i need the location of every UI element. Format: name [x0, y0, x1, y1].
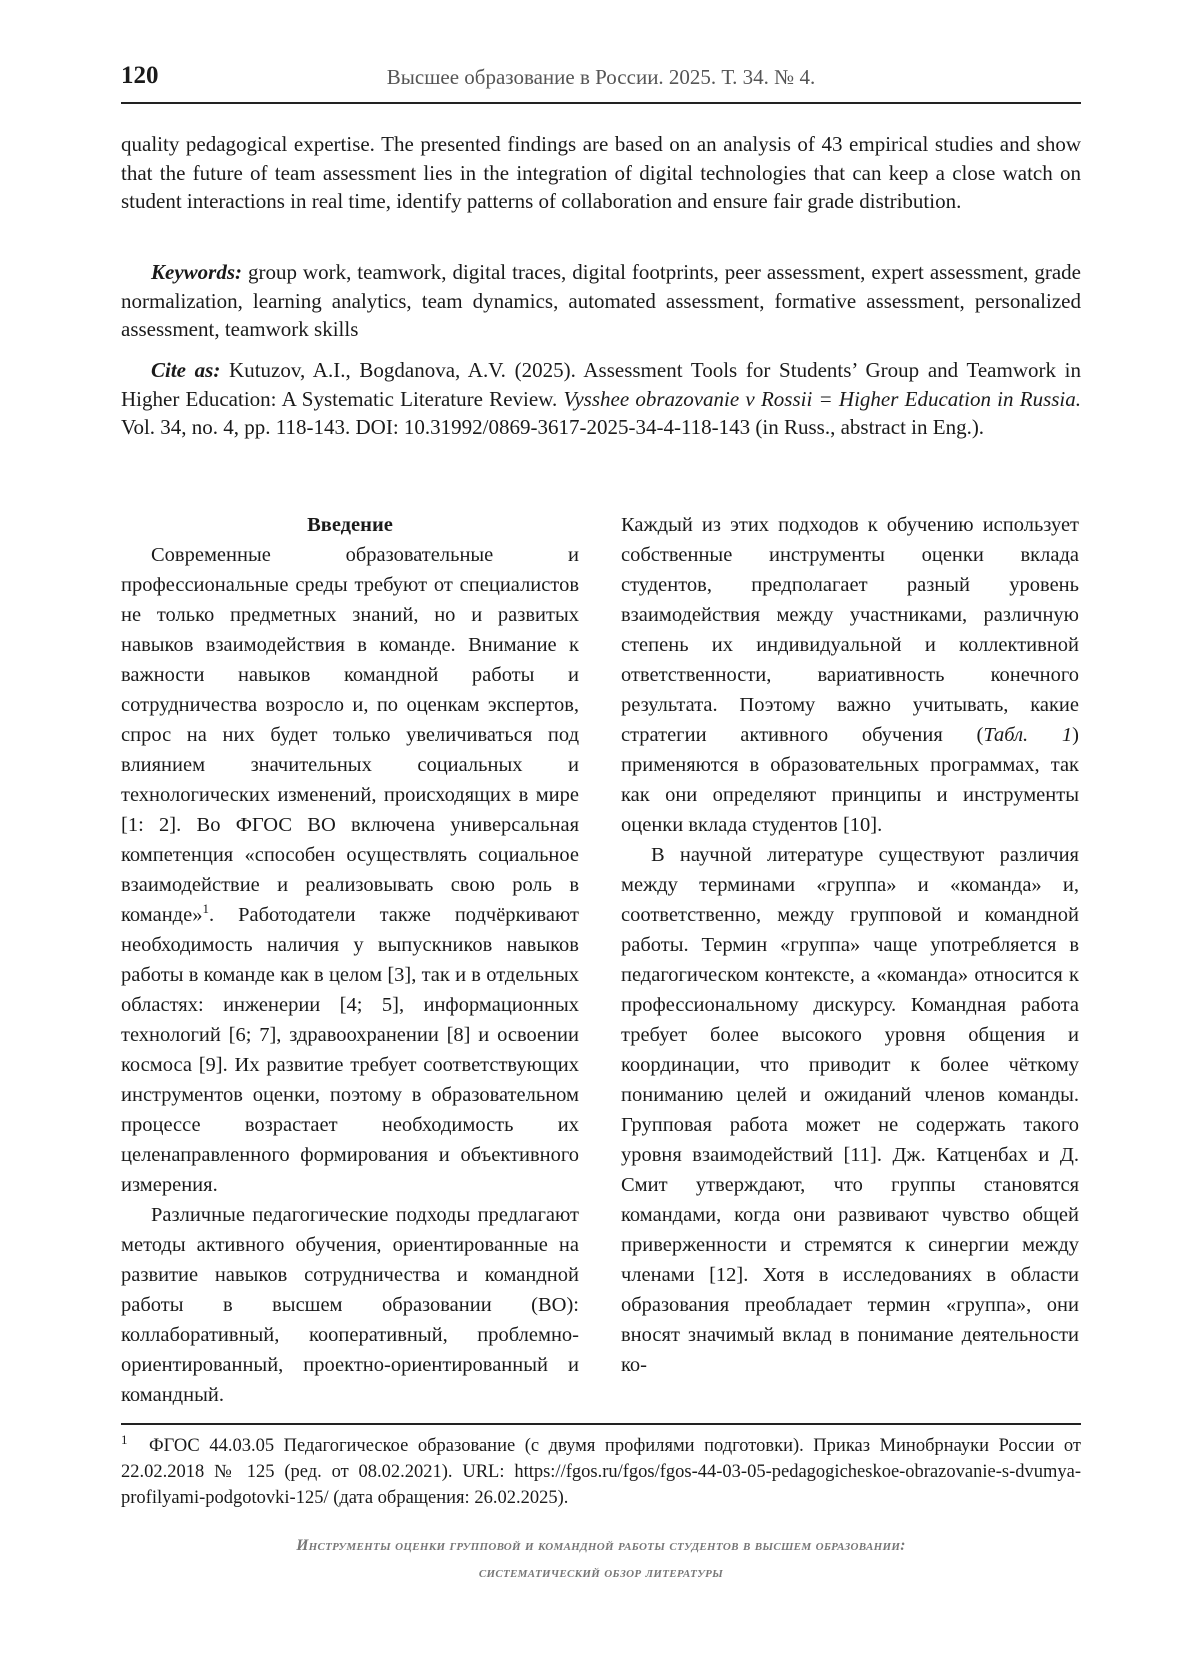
- paragraph-1-a: Современные образовательные и профессиональные среды требуют от специалистов не только предметных знаний, но и развитых навыков взаимодействия в команде. Внимание к важности навыков командной работы и сотрудничества возросло и, по оценкам экспертов, спрос на них будет только увеличиваться под влиянием значительных социальных и технологических изменений, происходящих в мире [1: 2]. Во ФГОС ВО включена универсальная компетенция «способен осуществлять социальное взаимодействие и реализовывать свою роль в команде»: [121, 544, 579, 926]
- cite-part1: Kutuzov, A.I., Bogdanova, A.V. (2025). Assessment Tools for Students’ Group and Teamwork in Higher Education: A Systematic Literature Review.: [121, 358, 1082, 411]
- keywords: [121, 258, 1081, 344]
- paragraph-3-b: ) применяются в образовательных программах, так как они определяют принципы и инструменты оценки вклада студентов [10].: [621, 724, 1079, 836]
- cite-journal: Vysshee obrazovanie v Rossii = Higher Education in Russia.: [563, 386, 1082, 411]
- paragraph-1: [121, 540, 579, 1200]
- page-number: 120: [121, 62, 159, 89]
- citation: [121, 356, 1081, 442]
- paragraph-2: Различные педагогические подходы предлагают методы активного обучения, ориентированные на развитие навыков сотрудничества и командной работы в высшем образовании (ВО): коллаборативный, кооперативный, проблемно-ориентированный, проектно-ориентированный и командный.: [121, 1204, 579, 1406]
- footnote-text: ФГОС 44.03.05 Педагогическое образование (с двумя профилями подготовки). Приказ Минобрнауки России от 22.02.2018 № 125 (ред. от 08.02.2021). URL: https://fgos.ru/fgos/fgos-44-03-05-pedagogicheskoe-obrazovanie-s-dvumya-profilyami-podgotovki-125/ (дата обращения: 26.02.2025).: [121, 1436, 1081, 1508]
- footnote: 1 ФГОС 44.03.05 Педагогическое образование (с двумя профилями подготовки). Приказ Минобрнауки России от 22.02.2018 № 125 (ред. от 08.02.2021). URL: https://fgos.ru/fgos/fgos-44-03-05-pedagogicheskoe-obrazovanie-s-dvumya-profilyami-podgotovki-125/ (дата обращения: 26.02.2025).: [121, 1431, 1081, 1508]
- paragraph-3: [621, 510, 1079, 840]
- left-column: [121, 510, 579, 1410]
- right-column: [621, 510, 1079, 1380]
- table-ref: Табл. 1: [983, 724, 1073, 746]
- cite-label: Cite as:: [151, 358, 221, 382]
- paragraph-1-b: . Работодатели также подчёркивают необходимость наличия у выпускников навыков работы в команде как в целом [3], так и в отдельных областях: инженерии [4; 5], информационных технологий [6; 7], здравоохранении [8] и освоении космоса [9]. Их развитие требует соответствующих инструментов оценки, поэтому в образовательном процессе возрастает необходимость их целенаправленного формирования и объективного измерения.: [121, 904, 579, 1196]
- keywords-text: group work, teamwork, digital traces, digital footprints, peer assessment, expert assessment, grade normalization, learning analytics, team dynamics, automated assessment, formative assessment, personalized assessment, teamwork skills: [121, 260, 1081, 341]
- page-header: [121, 58, 1081, 104]
- running-footer: [121, 1532, 1081, 1586]
- cite-part2: Vol. 34, no. 4, pp. 118-143. DOI: 10.31992/0869-3617-2025-34-4-118-143 (in Russ., abstract in Eng.).: [121, 415, 985, 439]
- journal-title: Высшее образование в России. 2025. Т. 34. № 4.: [386, 65, 816, 89]
- running-footer-line-1: Инструменты оценки групповой и командной работы студентов в высшем образовании:: [296, 1537, 906, 1554]
- section-heading: Введение: [307, 514, 393, 536]
- running-footer-line-2: систематический обзор литературы: [478, 1564, 724, 1581]
- abstract-tail: quality pedagogical expertise. The presented findings are based on an analysis of 43 empirical studies and show that the future of team assessment lies in the integration of digital technologies that can keep a close watch on student interactions in real time, identify patterns of collaboration and ensure fair grade distribution.: [121, 132, 1081, 213]
- page: [121, 0, 1081, 1658]
- footnote-divider: [121, 1423, 1081, 1425]
- paragraph-3-a: Каждый из этих подходов к обучению использует собственные инструменты оценки вклада студентов, предполагает разный уровень взаимодействия между участниками, различную степень их индивидуальной и коллективной ответственности, вариативность конечного результата. Поэтому важно учитывать, какие стратегии активного обучения (: [621, 514, 1079, 746]
- paragraph-4: В научной литературе существуют различия между терминами «группа» и «команда» и, соответственно, между групповой и командной работы. Термин «группа» чаще употребляется в педагогическом контексте, а «команда» относится к профессиональному дискурсу. Командная работа требует более высокого уровня общения и координации, что приводит к более чёткому пониманию целей и ожиданий членов команды. Групповая работа может не содержать такого уровня взаимодействий [11]. Дж. Катценбах и Д. Смит утверждают, что группы становятся командами, когда они развивают чувство общей приверженности и стремятся к синергии между членами [12]. Хотя в исследованиях в области образования преобладает термин «группа», они вносят значимый вклад в понимание деятельности ко-: [621, 844, 1079, 1376]
- keywords-label: Keywords:: [151, 260, 242, 284]
- footnote-ref: 1: [202, 901, 209, 917]
